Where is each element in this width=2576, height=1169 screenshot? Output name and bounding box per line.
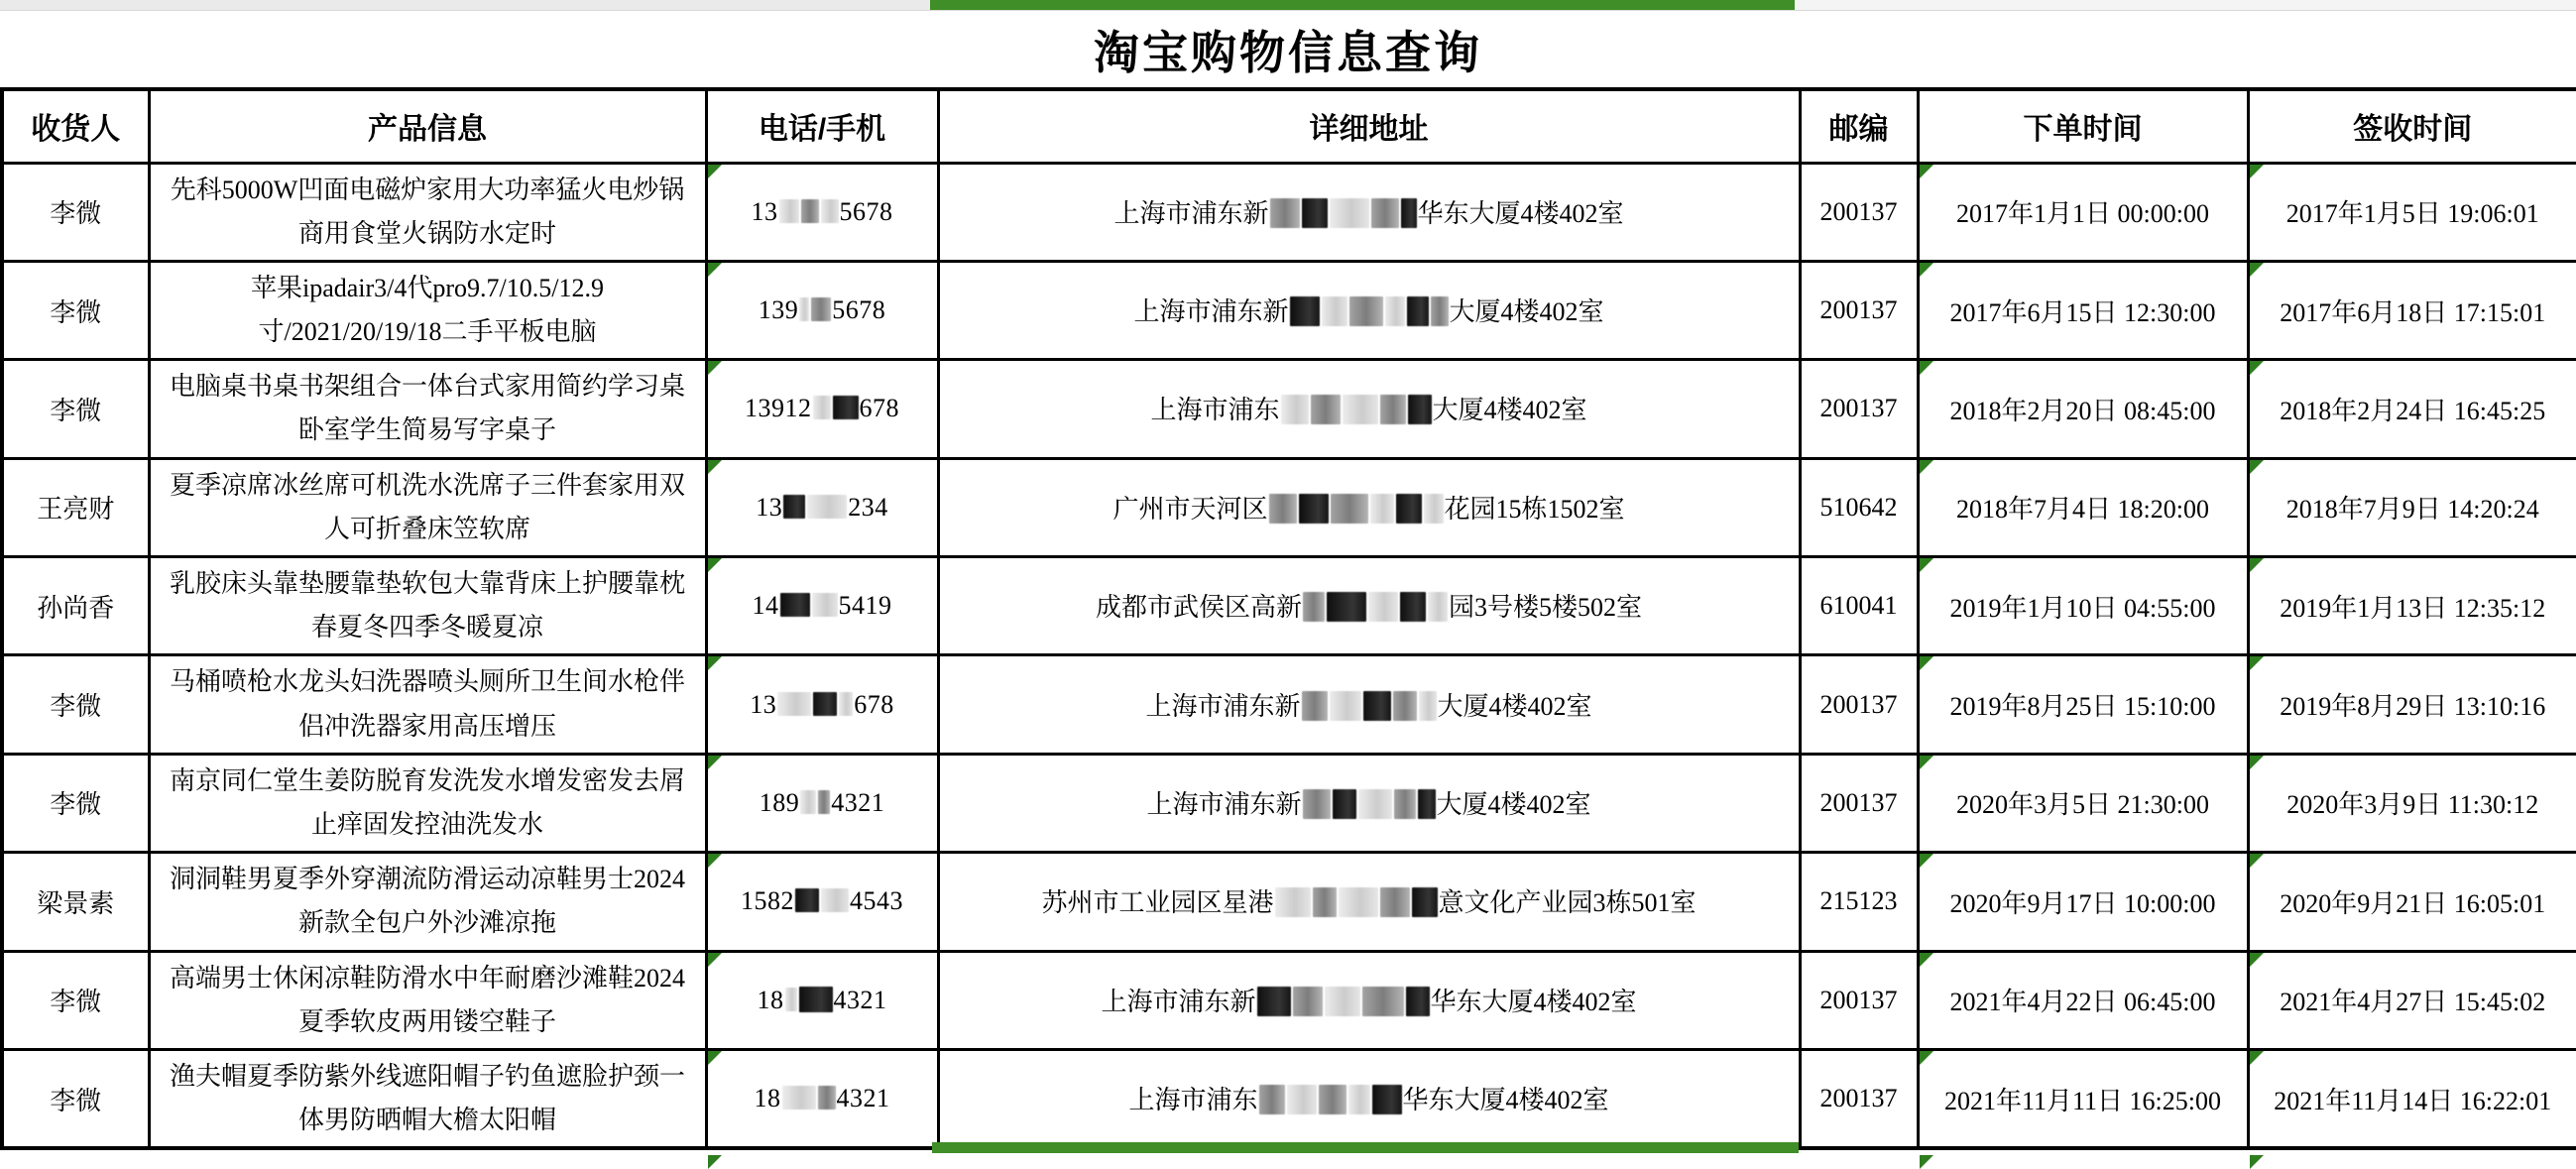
redaction-box — [1419, 691, 1437, 721]
product-value: 乳胶床头靠垫腰靠垫软包大靠背床上护腰靠枕春夏冬四季冬暖夏凉 — [169, 569, 685, 643]
redaction-box — [1293, 987, 1323, 1016]
redaction-box — [813, 396, 831, 419]
text-fragment: 234 — [848, 492, 888, 522]
cell-order_time-row4[interactable] — [1918, 458, 2248, 556]
text-fragment: 苏州市工业园区星港 — [1041, 888, 1274, 918]
cell-recipient-row1[interactable] — [2, 163, 149, 261]
green-corner-marker-icon — [2250, 854, 2264, 868]
cell-phone-row3[interactable] — [706, 360, 938, 458]
cell-postal-row10[interactable] — [1800, 1049, 1918, 1148]
receipt_time-value: 2017年1月5日 19:06:01 — [2285, 199, 2539, 229]
recipient-value: 李微 — [50, 790, 102, 820]
green-corner-marker-icon — [708, 854, 722, 868]
text-fragment: 13912 — [745, 394, 812, 423]
product-value: 高端男士休闲凉鞋防滑水中年耐磨沙滩鞋2024夏季软皮两用镂空鞋子 — [169, 963, 685, 1036]
text-fragment: 13 — [750, 689, 777, 719]
redaction-box — [785, 988, 797, 1011]
redaction-box — [1257, 987, 1291, 1016]
green-corner-marker-icon — [708, 558, 722, 572]
text-fragment: 大厦4楼402室 — [1437, 691, 1592, 721]
green-corner-marker-icon — [1920, 460, 1933, 474]
green-corner-marker-icon — [1920, 656, 1933, 670]
text-fragment: 4321 — [836, 1084, 890, 1113]
text-fragment: 139 — [758, 295, 799, 325]
order_time-value: 2018年2月20日 08:45:00 — [1949, 396, 2216, 425]
redaction-box — [780, 593, 810, 617]
table-row — [2, 853, 2576, 951]
redaction-box — [1339, 887, 1378, 917]
text-fragment: 大厦4楼402室 — [1436, 789, 1591, 819]
green-corner-marker-icon — [708, 656, 722, 670]
green-corner-marker-icon — [2250, 263, 2264, 277]
cell-recipient-row6[interactable] — [2, 655, 149, 754]
redaction-box — [795, 888, 819, 912]
cell-order_time-row5[interactable] — [1918, 557, 2248, 655]
cell-address-row6[interactable] — [938, 655, 1800, 754]
redaction-box — [1322, 296, 1347, 326]
header-postal[interactable]: 邮编 — [1800, 89, 1918, 163]
redaction-box — [1303, 789, 1331, 819]
text-fragment: 18 — [754, 1084, 781, 1113]
order_time-value: 2021年4月22日 06:45:00 — [1949, 988, 2216, 1017]
text-fragment: 5419 — [838, 591, 892, 621]
redaction-box — [1303, 592, 1325, 622]
cell-order_time-row10[interactable] — [1918, 1049, 2248, 1148]
redaction-box — [1299, 494, 1329, 524]
row-remnant-strip — [0, 0, 2576, 11]
cell-phone-row2[interactable] — [706, 261, 938, 359]
order_time-value: 2019年8月25日 15:10:00 — [1949, 692, 2216, 722]
redaction-box — [1302, 691, 1328, 721]
order_time-value: 2019年1月10日 04:55:00 — [1949, 593, 2216, 623]
redaction-box — [833, 396, 859, 419]
cell-receipt_time-row3[interactable] — [2248, 360, 2576, 458]
green-corner-marker-icon — [708, 1051, 722, 1065]
redaction-box — [1412, 887, 1438, 917]
redaction-box — [801, 199, 819, 223]
redaction-box — [1394, 789, 1416, 819]
recipient-value: 王亮财 — [37, 495, 115, 525]
redaction-box — [1396, 494, 1422, 524]
redaction-box — [1343, 395, 1378, 424]
redaction-box — [1269, 494, 1297, 524]
redaction-box — [1270, 198, 1300, 228]
redaction-box — [1401, 198, 1417, 228]
redaction-box — [1424, 494, 1444, 524]
redaction-box — [807, 495, 847, 519]
green-corner-marker-icon — [708, 165, 722, 178]
cell-postal-row5[interactable] — [1800, 557, 1918, 655]
postal-value: 200137 — [1819, 787, 1898, 817]
redaction-box — [1371, 198, 1399, 228]
product-value: 夏季凉席冰丝席可机洗水洗席子三件套家用双人可折叠床笠软席 — [169, 470, 685, 543]
cell-address-row4[interactable] — [938, 458, 1800, 556]
receipt_time-value: 2021年4月27日 15:45:02 — [2280, 988, 2546, 1017]
order_time-value: 2018年7月4日 18:20:00 — [1956, 495, 2209, 525]
green-corner-marker-icon — [708, 953, 722, 967]
recipient-value: 李微 — [50, 199, 102, 229]
postal-value: 215123 — [1819, 886, 1898, 916]
redaction-box — [818, 1086, 836, 1110]
text-fragment: 上海市浦东 — [1128, 1086, 1258, 1115]
recipient-value: 李微 — [50, 988, 102, 1017]
green-corner-marker-icon — [708, 756, 722, 769]
green-corner-marker-icon — [1920, 756, 1933, 769]
order_time-value: 2020年3月5日 21:30:00 — [1956, 790, 2209, 820]
selection-highlight-bottom — [932, 1142, 1799, 1153]
receipt_time-value: 2020年3月9日 11:30:12 — [2286, 790, 2539, 820]
recipient-value: 李微 — [50, 297, 102, 327]
redaction-box — [1287, 1085, 1317, 1114]
cell-postal-row6[interactable] — [1800, 655, 1918, 754]
redaction-box — [1259, 1085, 1285, 1114]
cell-address-row3[interactable] — [938, 360, 1800, 458]
cell-receipt_time-row8[interactable] — [2248, 853, 2576, 951]
row-remnant-strip-right — [1795, 0, 2576, 10]
green-corner-marker-icon — [2250, 460, 2264, 474]
postal-value: 200137 — [1819, 394, 1898, 423]
order_time-value: 2017年1月1日 00:00:00 — [1956, 199, 2209, 229]
cell-address-row8[interactable] — [938, 853, 1800, 951]
cell-postal-row9[interactable] — [1800, 951, 1918, 1049]
green-corner-marker-icon — [1920, 1051, 1933, 1065]
cell-recipient-row5[interactable] — [2, 557, 149, 655]
text-fragment: 华东大厦4楼402室 — [1430, 987, 1637, 1016]
product-value: 苹果ipadair3/4代pro9.7/10.5/12.9寸/2021/20/19/18二手平板电脑 — [250, 273, 604, 347]
table-row — [2, 655, 2576, 754]
text-fragment: 13 — [756, 492, 783, 522]
redaction-box — [1363, 691, 1391, 721]
green-corner-marker-icon — [2250, 361, 2264, 375]
text-fragment: 5678 — [839, 196, 893, 226]
recipient-value: 梁景素 — [37, 888, 115, 918]
text-fragment: 上海市浦东 — [1150, 396, 1280, 425]
text-fragment: 华东大厦4楼402室 — [1402, 1086, 1609, 1115]
text-fragment: 5678 — [832, 295, 886, 325]
redaction-box — [821, 199, 839, 223]
redaction-box — [1431, 296, 1449, 326]
redaction-box — [777, 692, 811, 716]
green-corner-marker-icon — [1920, 361, 1933, 375]
cell-receipt_time-row9[interactable] — [2248, 951, 2576, 1049]
redaction-box — [782, 1086, 816, 1110]
receipt_time-value: 2017年6月18日 17:15:01 — [2280, 297, 2546, 327]
redaction-box — [1368, 592, 1398, 622]
table-row — [2, 360, 2576, 458]
cell-phone-row4[interactable] — [706, 458, 938, 556]
cell-receipt_time-row10[interactable] — [2248, 1049, 2576, 1148]
cell-order_time-row2[interactable] — [1918, 261, 2248, 359]
green-corner-marker-icon — [1920, 558, 1933, 572]
receipt_time-value: 2018年2月24日 16:45:25 — [2280, 396, 2546, 425]
cell-phone-row9[interactable] — [706, 951, 938, 1049]
redaction-box — [1372, 1085, 1402, 1114]
cell-recipient-row10[interactable] — [2, 1049, 149, 1148]
green-corner-marker-icon — [2250, 953, 2264, 967]
postal-value: 200137 — [1819, 689, 1898, 719]
green-corner-marker-icon — [2250, 656, 2264, 670]
green-corner-marker-icon — [2250, 1051, 2264, 1065]
cell-order_time-row7[interactable] — [1918, 754, 2248, 852]
redaction-box — [1380, 395, 1406, 424]
table-row — [2, 261, 2576, 359]
product-value: 南京同仁堂生姜防脱育发洗发水增发密发去屑止痒固发控油洗发水 — [169, 765, 685, 839]
cell-address-row7[interactable] — [938, 754, 1800, 852]
order_time-value: 2021年11月11日 16:25:00 — [1943, 1086, 2222, 1115]
cell-product-row1[interactable] — [149, 163, 706, 261]
cell-recipient-row3[interactable] — [2, 360, 149, 458]
text-fragment: 678 — [854, 689, 894, 719]
receipt_time-value: 2019年8月29日 13:10:16 — [2280, 692, 2546, 722]
header-phone[interactable]: 电话/手机 — [706, 89, 938, 163]
redaction-box — [1349, 296, 1383, 326]
cell-recipient-row9[interactable] — [2, 951, 149, 1049]
green-corner-marker-icon — [708, 263, 722, 277]
redaction-box — [799, 297, 809, 321]
redaction-box — [1325, 987, 1360, 1016]
cell-product-row5[interactable] — [149, 557, 706, 655]
cell-product-row7[interactable] — [149, 754, 706, 852]
green-corner-marker-icon — [1920, 854, 1933, 868]
text-fragment: 189 — [759, 787, 800, 817]
cell-address-row10[interactable] — [938, 1049, 1800, 1148]
text-fragment: 意文化产业园3栋501室 — [1438, 888, 1697, 918]
product-value: 渔夫帽夏季防紫外线遮阳帽子钓鱼遮脸护颈一体男防晒帽大檐太阳帽 — [169, 1061, 685, 1135]
cell-postal-row1[interactable] — [1800, 163, 1918, 261]
cell-postal-row4[interactable] — [1800, 458, 1918, 556]
postal-value: 200137 — [1819, 985, 1898, 1014]
redaction-box — [1407, 296, 1429, 326]
text-fragment: 上海市浦东新 — [1101, 987, 1256, 1016]
redaction-box — [1406, 987, 1430, 1016]
redaction-box — [1275, 887, 1311, 917]
table-header — [2, 89, 2576, 163]
redaction-box — [818, 790, 830, 814]
cell-product-row4[interactable] — [149, 458, 706, 556]
redaction-box — [821, 888, 849, 912]
header-receipt_time[interactable]: 签收时间 — [2248, 89, 2576, 163]
cell-recipient-row2[interactable] — [2, 261, 149, 359]
header-address[interactable]: 详细地址 — [938, 89, 1800, 163]
cell-product-row3[interactable] — [149, 360, 706, 458]
product-value: 马桶喷枪水龙头妇洗器喷头厕所卫生间水枪伴侣冲洗器家用高压增压 — [169, 667, 685, 741]
redaction-box — [1331, 494, 1368, 524]
receipt_time-value: 2018年7月9日 14:20:24 — [2285, 495, 2539, 525]
table-row — [2, 951, 2576, 1049]
cell-postal-row3[interactable] — [1800, 360, 1918, 458]
redaction-box — [1370, 494, 1394, 524]
redaction-box — [783, 495, 805, 519]
next-row-partial — [0, 1150, 2576, 1168]
postal-value: 200137 — [1819, 196, 1898, 226]
cell-recipient-row4[interactable] — [2, 458, 149, 556]
cell-receipt_time-row1[interactable] — [2248, 163, 2576, 261]
redaction-box — [1385, 296, 1405, 326]
cell-address-row2[interactable] — [938, 261, 1800, 359]
redaction-box — [1418, 789, 1436, 819]
text-fragment: 4543 — [850, 886, 903, 916]
cell-product-row10[interactable] — [149, 1049, 706, 1148]
redaction-box — [1393, 691, 1417, 721]
product-value: 洞洞鞋男夏季外穿潮流防滑运动凉鞋男士2024新款全包户外沙滩凉拖 — [169, 865, 685, 938]
cell-postal-row8[interactable] — [1800, 853, 1918, 951]
text-fragment: 上海市浦东新 — [1146, 789, 1302, 819]
receipt_time-value: 2020年9月21日 16:05:01 — [2280, 888, 2546, 918]
cell-order_time-row1[interactable] — [1918, 163, 2248, 261]
postal-value: 200137 — [1819, 295, 1898, 325]
redaction-box — [839, 692, 853, 716]
cell-product-row6[interactable] — [149, 655, 706, 754]
recipient-value: 李微 — [50, 1086, 102, 1115]
redaction-box — [1333, 789, 1356, 819]
table-row — [2, 1049, 2576, 1148]
postal-value: 200137 — [1819, 1084, 1898, 1113]
table-row — [2, 163, 2576, 261]
cell-receipt_time-row7[interactable] — [2248, 754, 2576, 852]
redaction-box — [1281, 395, 1309, 424]
text-fragment: 成都市武侯区高新 — [1095, 593, 1302, 623]
text-fragment: 大厦4楼402室 — [1432, 396, 1587, 425]
redaction-box — [1313, 887, 1337, 917]
text-fragment: 上海市浦东新 — [1113, 198, 1269, 228]
header-row — [2, 89, 2576, 163]
table-row — [2, 458, 2576, 556]
text-fragment: 14 — [752, 591, 779, 621]
redaction-box — [1408, 395, 1432, 424]
cell-order_time-row8[interactable] — [1918, 853, 2248, 951]
cell-receipt_time-row6[interactable] — [2248, 655, 2576, 754]
text-fragment: 花园15栋1502室 — [1444, 494, 1625, 524]
redaction-box — [1327, 592, 1366, 622]
cell-product-row9[interactable] — [149, 951, 706, 1049]
table-row — [2, 754, 2576, 852]
redaction-box — [1362, 987, 1404, 1016]
postal-value: 510642 — [1819, 492, 1898, 522]
cell-phone-row1[interactable] — [706, 163, 938, 261]
text-fragment: 1582 — [741, 886, 794, 916]
redaction-box — [1358, 789, 1392, 819]
green-corner-marker-icon — [708, 1155, 722, 1169]
cell-order_time-row9[interactable] — [1918, 951, 2248, 1049]
recipient-value: 李微 — [50, 396, 102, 425]
cell-postal-row2[interactable] — [1800, 261, 1918, 359]
green-corner-marker-icon — [2250, 558, 2264, 572]
cell-phone-row10[interactable] — [706, 1049, 938, 1148]
table-body — [2, 163, 2576, 1148]
redaction-box — [1311, 395, 1341, 424]
header-order_time[interactable]: 下单时间 — [1918, 89, 2248, 163]
cell-receipt_time-row4[interactable] — [2248, 458, 2576, 556]
redaction-box — [1348, 1085, 1370, 1114]
redaction-box — [779, 199, 799, 223]
orders-table — [0, 87, 2576, 1150]
cell-address-row5[interactable] — [938, 557, 1800, 655]
green-corner-marker-icon — [1920, 953, 1933, 967]
green-corner-marker-icon — [708, 460, 722, 474]
cell-product-row2[interactable] — [149, 261, 706, 359]
text-fragment: 4321 — [833, 985, 887, 1014]
text-fragment: 18 — [757, 985, 784, 1014]
text-fragment: 678 — [859, 394, 899, 423]
cell-product-row8[interactable] — [149, 853, 706, 951]
redaction-box — [1330, 691, 1361, 721]
text-fragment: 13 — [751, 196, 778, 226]
recipient-value: 李微 — [50, 692, 102, 722]
cell-phone-row7[interactable] — [706, 754, 938, 852]
cell-order_time-row3[interactable] — [1918, 360, 2248, 458]
cell-receipt_time-row2[interactable] — [2248, 261, 2576, 359]
cell-postal-row7[interactable] — [1800, 754, 1918, 852]
cell-order_time-row6[interactable] — [1918, 655, 2248, 754]
green-corner-marker-icon — [1920, 165, 1933, 178]
redaction-box — [1400, 592, 1426, 622]
order_time-value: 2017年6月15日 12:30:00 — [1949, 297, 2216, 327]
product-value: 电脑桌书桌书架组合一体台式家用简约学习桌卧室学生简易写字桌子 — [169, 372, 685, 445]
postal-value: 610041 — [1819, 591, 1898, 621]
redaction-box — [1319, 1085, 1347, 1114]
title-row — [0, 11, 2576, 87]
cell-address-row9[interactable] — [938, 951, 1800, 1049]
cell-phone-row5[interactable] — [706, 557, 938, 655]
text-fragment: 广州市天河区 — [1112, 494, 1268, 524]
receipt_time-value: 2021年11月14日 16:22:01 — [2274, 1086, 2552, 1115]
green-corner-marker-icon — [708, 361, 722, 375]
green-corner-marker-icon — [2250, 165, 2264, 178]
redaction-box — [799, 987, 833, 1012]
text-fragment: 上海市浦东新 — [1133, 297, 1289, 327]
selection-highlight-top — [930, 0, 1795, 10]
text-fragment: 园3号楼5楼502室 — [1449, 593, 1643, 623]
redaction-box — [812, 593, 838, 617]
cell-recipient-row7[interactable] — [2, 754, 149, 852]
product-value: 先科5000W凹面电磁炉家用大功率猛火电炒锅商用食堂火锅防水定时 — [170, 175, 685, 248]
cell-address-row1[interactable] — [938, 163, 1800, 261]
recipient-value: 孙尚香 — [37, 593, 115, 623]
header-product[interactable]: 产品信息 — [149, 89, 706, 163]
green-corner-marker-icon — [1920, 1155, 1933, 1169]
redaction-box — [1330, 198, 1369, 228]
green-corner-marker-icon — [1920, 263, 1933, 277]
cell-phone-row6[interactable] — [706, 655, 938, 754]
receipt_time-value: 2019年1月13日 12:35:12 — [2280, 593, 2546, 623]
redaction-box — [1290, 296, 1320, 326]
redaction-box — [811, 297, 831, 321]
text-fragment: 4321 — [831, 787, 885, 817]
redaction-box — [1302, 198, 1328, 228]
order_time-value: 2020年9月17日 10:00:00 — [1949, 888, 2216, 918]
cell-recipient-row8[interactable] — [2, 853, 149, 951]
text-fragment: 上海市浦东新 — [1145, 691, 1301, 721]
redaction-box — [1380, 887, 1410, 917]
header-recipient[interactable]: 收货人 — [2, 89, 149, 163]
page-title: 淘宝购物信息查询 — [1094, 27, 1482, 78]
green-corner-marker-icon — [2250, 1155, 2264, 1169]
redaction-box — [800, 790, 816, 814]
green-corner-marker-icon — [2250, 756, 2264, 769]
redaction-box — [1428, 592, 1448, 622]
cell-phone-row8[interactable] — [706, 853, 938, 951]
cell-receipt_time-row5[interactable] — [2248, 557, 2576, 655]
table-row — [2, 557, 2576, 655]
text-fragment: 大厦4楼402室 — [1449, 297, 1604, 327]
redaction-box — [813, 692, 837, 716]
text-fragment: 华东大厦4楼402室 — [1417, 198, 1624, 228]
